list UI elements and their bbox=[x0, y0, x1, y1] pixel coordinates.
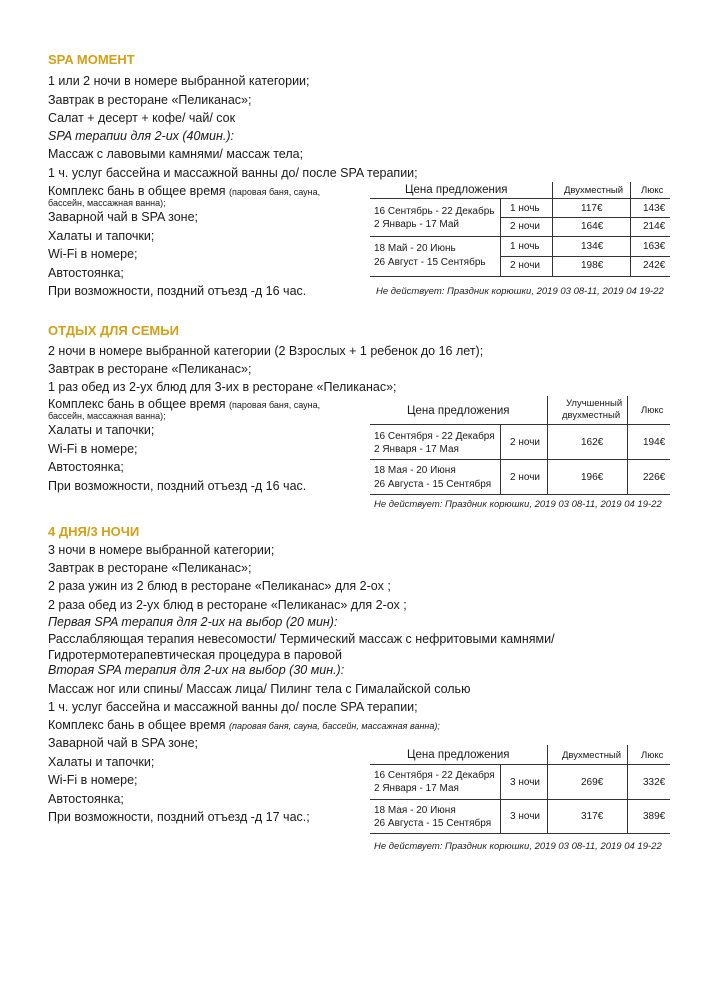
table-header-lux: Люкс bbox=[641, 185, 664, 196]
offer-line: 1 или 2 ночи в номере выбранной категории; bbox=[48, 74, 310, 88]
offer-line: 2 раза обед из 2-ух блюд в ресторане «Пеликанас» для 2-ох ; bbox=[48, 598, 407, 612]
offer-line-small: бассейн, массажная ванна); bbox=[48, 411, 166, 421]
price-lux: 389€ bbox=[643, 811, 666, 822]
offer-line: Автостоянка; bbox=[48, 460, 124, 474]
table-rule bbox=[370, 799, 670, 800]
date-range: 16 Сентябрь - 22 Декабрь bbox=[374, 206, 495, 217]
table-rule bbox=[370, 198, 670, 199]
offer-line: Массаж ног или спины/ Массаж лица/ Пилинг тела с Гималайской солью bbox=[48, 682, 471, 696]
price-lux: 143€ bbox=[643, 203, 666, 214]
offer-line: При возможности, поздний отъезд -д 17 час.; bbox=[48, 810, 310, 824]
exclusion-note: Не действует: Праздник корюшки, 2019 03 08-11, 2019 04 19-22 bbox=[376, 286, 664, 297]
table-rule bbox=[500, 217, 670, 218]
price-lux: 332€ bbox=[643, 777, 666, 788]
date-range: 26 Августа - 15 Сентября bbox=[374, 479, 492, 490]
date-range: 2 Января - 17 Мая bbox=[374, 444, 459, 455]
offer-line: Автостоянка; bbox=[48, 266, 124, 280]
nights-cell: 3 ночи bbox=[510, 777, 540, 788]
date-range: 16 Сентября - 22 Декабря bbox=[374, 770, 495, 781]
table-rule bbox=[370, 459, 670, 460]
date-range: 26 Август - 15 Сентябрь bbox=[374, 257, 486, 268]
price-lux: 226€ bbox=[643, 472, 666, 483]
offer-line-small: (паровая баня, сауна, bbox=[229, 400, 321, 410]
table-header-double: Двухместный bbox=[564, 185, 624, 196]
price-lux: 163€ bbox=[643, 241, 666, 252]
offer-line: 2 раза ужин из 2 блюд в ресторане «Пеликанас» для 2-ох ; bbox=[48, 579, 391, 593]
nights-cell: 2 ночи bbox=[510, 260, 540, 271]
table-rule bbox=[370, 276, 670, 277]
table-header-price: Цена предложения bbox=[407, 405, 510, 417]
table-rule bbox=[370, 424, 670, 425]
offer-line-text: Комплекс бань в общее время bbox=[48, 397, 226, 411]
table-rule bbox=[627, 396, 628, 494]
price-double: 134€ bbox=[581, 241, 604, 252]
offer-line-text: Комплекс бань в общее время bbox=[48, 718, 226, 732]
offer-line: Гидротермотерапевтическая процедура в паровой bbox=[48, 648, 342, 662]
exclusion-note: Не действует: Праздник корюшки, 2019 03 08-11, 2019 04 19-22 bbox=[374, 499, 662, 510]
nights-cell: 3 ночи bbox=[510, 811, 540, 822]
offer-line: Wi-Fi в номере; bbox=[48, 247, 138, 261]
date-range: 26 Августа - 15 Сентября bbox=[374, 818, 492, 829]
offer-line: Халаты и тапочки; bbox=[48, 423, 155, 437]
offer-line-small: (паровая баня, сауна, bbox=[229, 187, 321, 197]
offer-line: Завтрак в ресторане «Пеликанас»; bbox=[48, 93, 252, 107]
nights-cell: 2 ночи bbox=[510, 221, 540, 232]
offer-line: Халаты и тапочки; bbox=[48, 229, 155, 243]
date-range: 2 Января - 17 Мая bbox=[374, 783, 459, 794]
offer-line: 3 ночи в номере выбранной категории; bbox=[48, 543, 275, 557]
offer-line-italic: Первая SPA терапия для 2-их на выбор (20 мин): bbox=[48, 615, 338, 629]
offer-line bbox=[48, 718, 440, 734]
table-rule bbox=[370, 764, 670, 765]
nights-cell: 2 ночи bbox=[510, 472, 540, 483]
offer-line-small: (паровая баня, сауна, бассейн, массажная ванна); bbox=[229, 721, 440, 731]
table-header-double: двухместный bbox=[562, 410, 621, 421]
offer-line: 1 ч. услуг бассейна и массажной ванны до/ после SPA терапии; bbox=[48, 700, 418, 714]
table-rule bbox=[500, 256, 670, 257]
table-header-lux: Люкс bbox=[641, 750, 664, 761]
table-rule bbox=[547, 396, 548, 494]
table-rule bbox=[627, 745, 628, 833]
offer-line: Завтрак в ресторане «Пеликанас»; bbox=[48, 561, 252, 575]
table-header-double: Улучшенный bbox=[566, 398, 623, 409]
offer-line: 2 ночи в номере выбранной категории (2 Взрослых + 1 ребенок до 16 лет); bbox=[48, 344, 484, 358]
section-title: ОТДЫХ ДЛЯ СЕМЬИ bbox=[48, 323, 179, 338]
section-title: SPA МОМЕНТ bbox=[48, 52, 135, 67]
price-double: 164€ bbox=[581, 221, 604, 232]
offer-line: При возможности, поздний отъезд -д 16 час. bbox=[48, 284, 307, 298]
offer-line: Расслабляющая терапия невесомости/ Термический массаж с нефритовыми камнями/ bbox=[48, 632, 555, 646]
table-rule bbox=[370, 494, 670, 495]
date-range: 18 Май - 20 Июнь bbox=[374, 243, 456, 254]
nights-cell: 1 ночь bbox=[510, 203, 540, 214]
table-rule bbox=[370, 236, 670, 237]
table-rule bbox=[547, 745, 548, 833]
date-range: 18 Мая - 20 Июня bbox=[374, 805, 456, 816]
offer-line: Массаж с лавовыми камнями/ массаж тела; bbox=[48, 147, 304, 161]
offer-line-italic: SPA терапии для 2-их (40мин.): bbox=[48, 129, 234, 143]
table-header-price: Цена предложения bbox=[405, 184, 508, 196]
offer-line: Wi-Fi в номере; bbox=[48, 773, 138, 787]
offer-line: Заварной чай в SPA зоне; bbox=[48, 210, 198, 224]
offer-line: Автостоянка; bbox=[48, 792, 124, 806]
price-double: 317€ bbox=[581, 811, 604, 822]
nights-cell: 2 ночи bbox=[510, 437, 540, 448]
price-double: 198€ bbox=[581, 260, 604, 271]
offer-line: Халаты и тапочки; bbox=[48, 755, 155, 769]
price-lux: 242€ bbox=[643, 260, 666, 271]
offer-line: Wi-Fi в номере; bbox=[48, 442, 138, 456]
price-lux: 194€ bbox=[643, 437, 666, 448]
table-header-price: Цена предложения bbox=[407, 749, 510, 761]
table-rule bbox=[552, 182, 553, 277]
price-double: 269€ bbox=[581, 777, 604, 788]
offer-line: 1 раз обед из 2-ух блюд для 3-их в ресторане «Пеликанас»; bbox=[48, 380, 397, 394]
offer-line: 1 ч. услуг бассейна и массажной ванны до/ после SPA терапии; bbox=[48, 166, 418, 180]
exclusion-note: Не действует: Праздник корюшки, 2019 03 08-11, 2019 04 19-22 bbox=[374, 841, 662, 852]
table-rule bbox=[370, 833, 670, 834]
table-header-lux: Люкс bbox=[641, 405, 664, 416]
date-range: 16 Сентября - 22 Декабря bbox=[374, 431, 495, 442]
date-range: 18 Мая - 20 Июня bbox=[374, 465, 456, 476]
date-range: 2 Январь - 17 Май bbox=[374, 219, 459, 230]
nights-cell: 1 ночь bbox=[510, 241, 540, 252]
offer-line: Заварной чай в SPA зоне; bbox=[48, 736, 198, 750]
price-double: 117€ bbox=[581, 203, 603, 214]
offer-line-text: Комплекс бань в общее время bbox=[48, 184, 226, 198]
table-rule bbox=[500, 198, 501, 277]
table-header-double: Двухместный bbox=[562, 750, 622, 761]
offer-line: При возможности, поздний отъезд -д 16 час. bbox=[48, 479, 307, 493]
price-lux: 214€ bbox=[643, 221, 666, 232]
price-double: 196€ bbox=[581, 472, 604, 483]
table-rule bbox=[630, 182, 631, 277]
offer-line-small: бассейн, массажная ванна); bbox=[48, 198, 166, 208]
section-title: 4 ДНЯ/3 НОЧИ bbox=[48, 524, 140, 539]
offer-line-italic: Вторая SPA терапия для 2-их на выбор (30 мин.): bbox=[48, 663, 345, 677]
offer-line: Завтрак в ресторане «Пеликанас»; bbox=[48, 362, 252, 376]
price-double: 162€ bbox=[581, 437, 604, 448]
offer-line: Салат + десерт + кофе/ чай/ сок bbox=[48, 111, 236, 125]
